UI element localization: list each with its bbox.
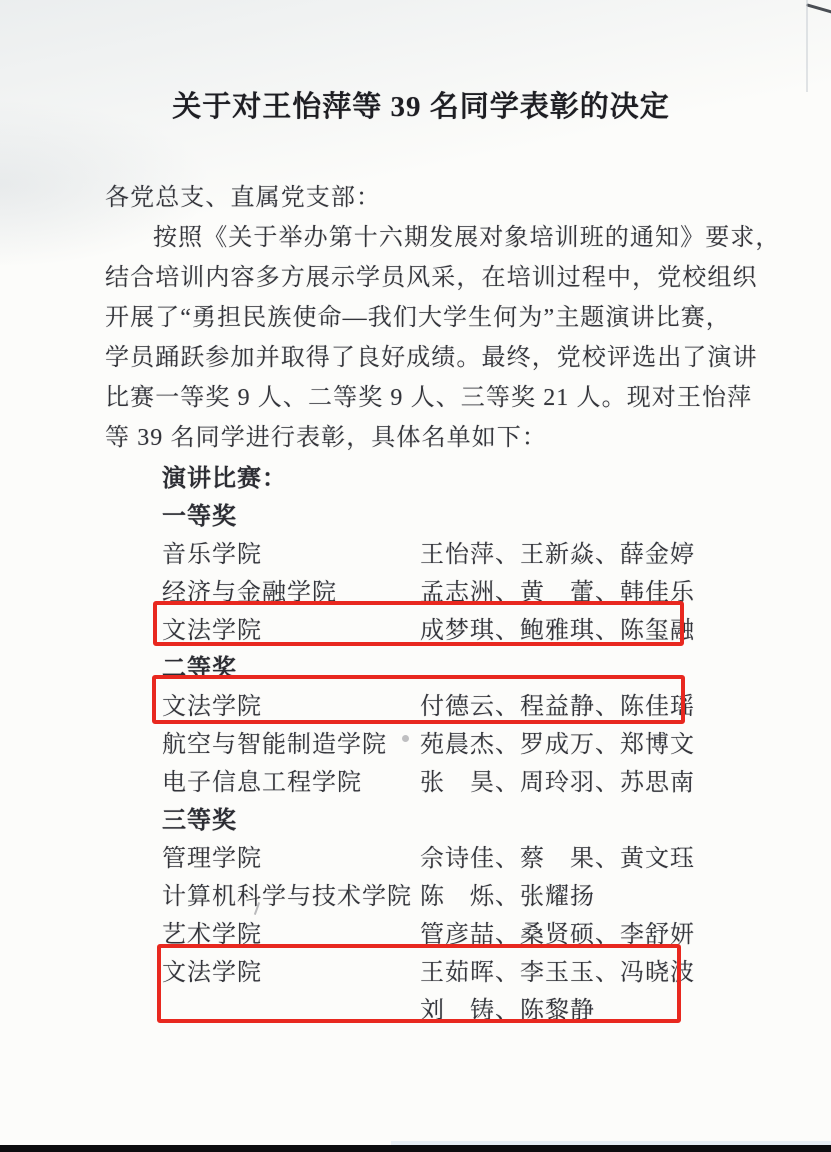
college-name: 文法学院	[162, 694, 262, 720]
college-name: 文法学院	[162, 618, 262, 644]
student-names: 管彦喆、桑贤硕、李舒妍	[420, 922, 695, 948]
roster-row	[105, 764, 737, 802]
college-name: 文法学院	[162, 960, 262, 986]
roster	[105, 460, 737, 1030]
student-names: 张 昊、周玲羽、苏思南	[420, 770, 695, 796]
roster-row	[105, 536, 737, 574]
student-names: 陈 烁、张耀扬	[420, 884, 595, 910]
highlight-box	[105, 688, 737, 726]
scan-artifact-top-right-mark	[806, 3, 831, 13]
scan-artifact-right-crease	[806, 0, 808, 92]
student-names: 孟志洲、黄 蕾、韩佳乐	[420, 580, 695, 606]
body-line: 按照《关于举办第十六期发展对象培训班的通知》要求，	[153, 225, 781, 251]
rank-heading-third-prize: 三等奖	[162, 808, 237, 834]
document-body	[105, 0, 781, 1030]
college-name: 经济与金融学院	[162, 580, 337, 606]
college-name: 电子信息工程学院	[162, 770, 362, 796]
document-title: 关于对王怡萍等 39 名同学表彰的决定	[172, 91, 670, 123]
student-names: 佘诗佳、蔡 果、黄文珏	[420, 846, 695, 872]
roster-row-highlighted	[105, 612, 737, 650]
roster-section-title: 演讲比赛：	[162, 466, 287, 492]
roster-row	[105, 574, 737, 612]
body-line: 学员踊跃参加并取得了良好成绩。最终，党校评选出了演讲	[105, 345, 758, 371]
student-names: 付德云、程益静、陈佳瑶	[420, 694, 695, 720]
rank-heading-second-prize: 二等奖	[162, 656, 237, 682]
rank-heading-first-prize: 一等奖	[162, 504, 237, 530]
body-line: 结合培训内容多方展示学员风采，在培训过程中，党校组织	[105, 265, 758, 291]
student-names: 刘 铸、陈黎静	[420, 998, 595, 1024]
body-line: 比赛一等奖 9 人、二等奖 9 人、三等奖 21 人。现对王怡萍	[105, 385, 753, 411]
roster-row-highlighted	[105, 688, 737, 726]
student-names: 苑晨杰、罗成万、郑博文	[420, 732, 695, 758]
salutation: 各党总支、直属党支部：	[105, 185, 382, 211]
college-name: 计算机科学与技术学院	[162, 884, 412, 910]
student-names: 王茹晖、李玉玉、冯晓波	[420, 960, 695, 986]
college-name: 艺术学院	[162, 922, 262, 948]
scan-artifact-bottom-edge	[0, 1145, 831, 1152]
highlight-box	[105, 612, 737, 650]
roster-row	[105, 916, 737, 954]
college-name: 航空与智能制造学院	[162, 732, 387, 758]
student-names: 成梦琪、鲍雅琪、陈玺融	[420, 618, 695, 644]
roster-row	[105, 726, 737, 764]
roster-row	[105, 840, 737, 878]
highlight-box	[105, 954, 737, 1030]
college-name: 音乐学院	[162, 542, 262, 568]
roster-row	[105, 878, 737, 916]
roster-row-highlighted	[105, 954, 737, 992]
body-line: 开展了“勇担民族使命—我们大学生何为”主题演讲比赛，	[105, 305, 731, 331]
letter-paragraph	[105, 178, 781, 458]
student-names: 王怡萍、王新焱、薛金婷	[420, 542, 695, 568]
college-name-empty	[162, 992, 420, 1030]
college-name: 管理学院	[162, 846, 262, 872]
roster-row-highlighted-continuation	[105, 992, 737, 1030]
body-line: 等 39 名同学进行表彰，具体名单如下：	[105, 425, 547, 451]
